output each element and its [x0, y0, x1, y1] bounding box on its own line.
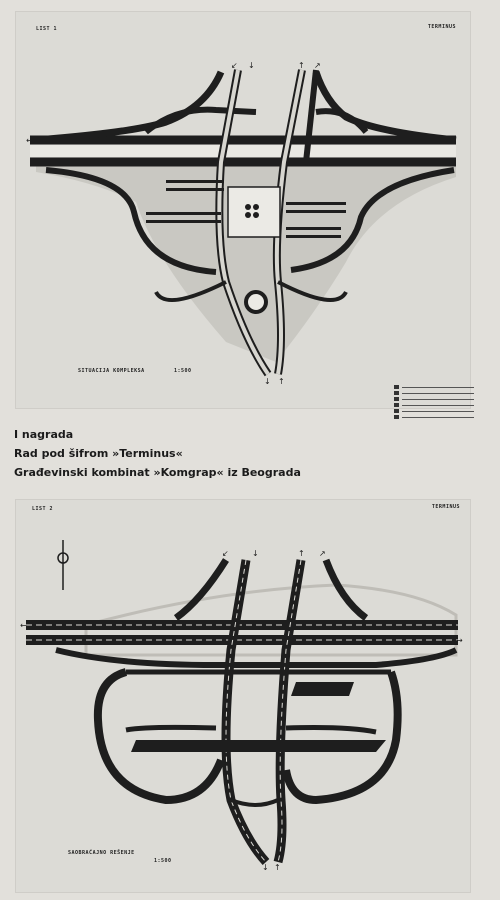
- north-arrow-icon: [58, 540, 68, 590]
- site-plan-sheet: [16, 12, 470, 408]
- sheet-number-label: LIST 1: [36, 26, 58, 32]
- svg-text:↑: ↑: [298, 549, 305, 558]
- svg-text:↙: ↙: [222, 549, 229, 558]
- highway-lanes: [26, 620, 458, 645]
- drawing-legend: [394, 384, 474, 420]
- terminal-building: [228, 187, 280, 237]
- plan-title: SAOBRAĆAJNO REŠENJE: [68, 850, 135, 856]
- bus-platforms: [131, 682, 386, 752]
- svg-text:↓: ↓: [264, 377, 271, 386]
- svg-text:↑: ↑: [274, 863, 281, 872]
- traffic-plan-sheet: [16, 500, 470, 892]
- loop-left: [98, 672, 221, 800]
- plan-title: SITUACIJA KOMPLEKSA: [78, 368, 145, 374]
- ramp-top-left: [36, 72, 221, 140]
- ramp-top-right: [316, 72, 456, 140]
- site-plan-drawing: [16, 12, 470, 408]
- svg-text:←: ←: [26, 136, 33, 145]
- svg-text:↗: ↗: [319, 549, 326, 558]
- svg-text:↓: ↓: [252, 549, 259, 558]
- author-company: Građevinski kombinat »Komgrap« iz Beograda: [14, 466, 301, 479]
- award-title: I nagrada: [14, 428, 74, 441]
- work-code-name: Rad pod šifrom »Terminus«: [14, 447, 183, 460]
- ramp-top-right: [326, 560, 366, 618]
- plan-scale: 1:500: [174, 368, 192, 374]
- svg-text:↗: ↗: [314, 61, 321, 70]
- sheet-number-label: LIST 2: [32, 506, 54, 512]
- roundabout: [246, 292, 266, 312]
- svg-text:→: →: [449, 159, 456, 168]
- svg-text:→: →: [456, 636, 463, 645]
- traffic-plan-drawing: [16, 500, 470, 892]
- sheet-project-label: TERMINUS: [427, 24, 456, 30]
- svg-text:↓: ↓: [262, 863, 269, 872]
- road-diagonal-right: [278, 560, 301, 862]
- award-caption: [14, 425, 301, 482]
- svg-text:↑: ↑: [278, 377, 285, 386]
- svg-text:↙: ↙: [231, 61, 238, 70]
- svg-text:↑: ↑: [298, 61, 305, 70]
- sheet-project-label: TERMINUS: [431, 504, 460, 510]
- plan-scale: 1:500: [154, 858, 172, 864]
- ramp-top-left: [176, 560, 226, 618]
- road-diagonal-left: [226, 560, 266, 862]
- svg-text:←: ←: [20, 621, 27, 630]
- svg-text:↓: ↓: [248, 61, 255, 70]
